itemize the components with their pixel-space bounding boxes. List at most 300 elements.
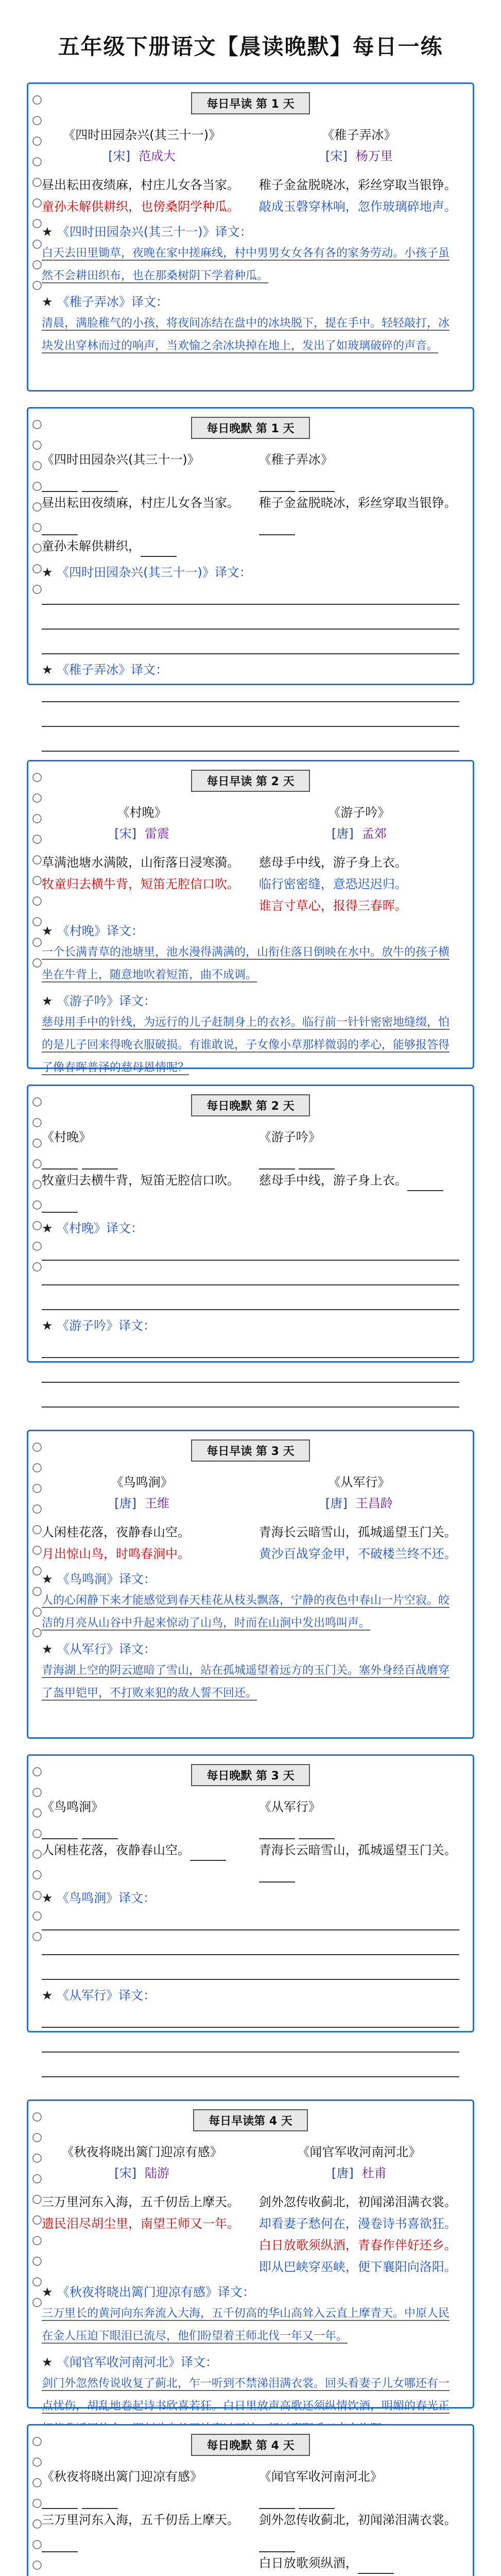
poem-dynasty: [唐] [332, 2166, 354, 2180]
translation-label [42, 1315, 459, 1333]
poem-title: 《鸟鸣涧》 [111, 1475, 173, 1489]
poem-dynasty: [唐] [114, 1496, 136, 1511]
binder-hole-icon [32, 1443, 42, 1452]
binder-hole-icon [32, 544, 42, 553]
blank-line-text: 童孙未解供耕织， [42, 539, 141, 553]
binder-hole-icon [32, 2437, 42, 2446]
author-blank[interactable] [299, 1153, 335, 1170]
dynasty-blank[interactable] [42, 476, 78, 492]
blank-poem-line [259, 2552, 459, 2574]
poem-line: 人闲桂花落，夜静春山空。 [42, 1525, 190, 1539]
morning-badge: 每日早读 第 1 天 [191, 92, 309, 114]
binder-holes [32, 2426, 42, 2576]
poem-author-name: 杜甫 [361, 2166, 387, 2180]
blank-poem-line [259, 1839, 459, 1883]
binder-holes [32, 1756, 42, 1953]
answer-write-line[interactable] [42, 605, 459, 630]
poem-dynasty: [唐] [325, 1496, 348, 1511]
translation-star-icon: ★ [42, 2285, 57, 2299]
translation-label-text: 《村晚》译文： [57, 924, 144, 938]
translation-label [42, 991, 459, 1011]
card-header [42, 761, 459, 792]
blank-author-row [42, 2487, 242, 2509]
poem-author [42, 146, 242, 164]
blank-poem-title: 《闻官军收河南河北》 [258, 2469, 383, 2484]
poem-line: 谁言寸草心，报得三春晖。 [258, 899, 407, 913]
blank-poem-row [42, 2466, 459, 2576]
card-header [42, 2426, 459, 2456]
translation-star-icon: ★ [42, 225, 57, 239]
binder-hole-icon [32, 440, 42, 450]
poem-heading [259, 2142, 459, 2181]
blank-poem-title: 《游子吟》 [258, 1130, 321, 1144]
binder-hole-icon [32, 116, 42, 125]
translation-text: 清晨，满脸稚气的小孩，将夜间冻结在盘中的冰块脱下，提在手中。轻轻敲打，冰块发出穿林而过的响声，当欢愉之余冰块掉在地上，发出了如玻璃破碎的声音。 [42, 317, 450, 352]
binder-hole-icon [32, 1932, 42, 1941]
poem-author-name: 杨万里 [355, 149, 393, 163]
poem-lines [259, 174, 459, 217]
answer-write-line[interactable] [42, 1383, 459, 1408]
evening-card [27, 1084, 474, 1363]
poem-heading [259, 1472, 459, 1511]
translation-text: 三万里长的黄河向东奔流入大海，五千仞高的华山高耸入云直上摩青天。中原人民在金人压迫下眼泪已流尽，他们盼望着王师北伐一年又一年。 [42, 2307, 450, 2343]
dynasty-blank[interactable] [259, 2493, 295, 2509]
poem-line: 稚子金盆脱晓冰，彩丝穿取当银铮。 [258, 178, 457, 192]
poem-heading [259, 125, 459, 164]
binder-hole-icon [32, 1808, 42, 1818]
translation-label-text: 《稚子弄冰》译文： [57, 663, 168, 677]
poem-line: 即从巴峡穿巫峡，便下襄阳向洛阳。 [258, 2260, 457, 2274]
translation-label [42, 659, 459, 677]
binder-hole-icon [32, 585, 42, 594]
poem-author-name: 王维 [145, 1496, 169, 1511]
card-header [42, 409, 459, 439]
poem-heading-row [42, 1472, 459, 1511]
binder-hole-icon [32, 1463, 42, 1472]
binder-hole-icon [32, 1546, 42, 1555]
blank-poem-line [42, 492, 242, 535]
morning-card [27, 760, 474, 1074]
binder-hole-icon [32, 2257, 42, 2266]
poem-line: 昼出耘田夜绩麻，村庄儿女各当家。 [42, 178, 239, 192]
binder-hole-icon [32, 198, 42, 208]
binder-holes [32, 1086, 42, 1283]
translation-label [42, 1218, 459, 1236]
poem-line: 草满池塘水满陂，山衔落日浸寒漪。 [42, 855, 239, 870]
translation-label-text: 《秋夜将晓出篱门迎凉有感》译文： [57, 2285, 255, 2299]
morning-card [27, 2099, 474, 2413]
translation-label [42, 1639, 459, 1659]
poem-title: 《从军行》 [328, 1475, 390, 1489]
translation-label [42, 562, 459, 580]
day-section [27, 1430, 474, 2032]
poem-author [259, 146, 459, 164]
translation-label-text: 《游子吟》译文： [57, 1318, 156, 1333]
morning-card [27, 1430, 474, 1739]
poem-author-name: 范成大 [139, 149, 176, 163]
poem-body-row [42, 174, 459, 217]
poem-author [259, 823, 459, 841]
binder-hole-icon [32, 157, 42, 166]
blank-poem [42, 1127, 242, 1213]
poem-author-name: 陆游 [145, 2166, 169, 2180]
binder-hole-icon [32, 2236, 42, 2245]
translation-star-icon: ★ [42, 1988, 57, 2003]
blank-line-text: 青海长云暗雪山，孤城遥望玉门关。 [258, 1843, 457, 1857]
poem-line: 月出惊山鸟，时鸣春涧中。 [42, 1547, 190, 1561]
author-blank[interactable] [82, 476, 118, 492]
blank-poem-row [42, 449, 459, 557]
poem-body-row [42, 852, 459, 917]
answer-write-line[interactable] [42, 2053, 459, 2077]
binder-hole-icon [32, 564, 42, 573]
binder-hole-icon [32, 461, 42, 470]
answer-write-line[interactable] [42, 1358, 459, 1383]
poem-author-name: 雷震 [145, 826, 169, 841]
dynasty-blank[interactable] [42, 1153, 78, 1170]
evening-badge: 每日晚默 第 4 天 [191, 2434, 309, 2456]
author-blank[interactable] [82, 1823, 118, 1839]
card-header [42, 2101, 459, 2131]
page-title: 五年级下册语文【晨读晚默】每日一练 [58, 34, 443, 59]
binder-hole-icon [32, 1200, 42, 1210]
binder-holes [32, 409, 42, 605]
blank-poem-line [259, 2509, 459, 2552]
blank-poem-line [42, 535, 242, 557]
poem-line: 临行密密缝，意恐迟迟归。 [258, 877, 407, 891]
blank-poem-title: 《从军行》 [258, 1800, 321, 1814]
poem-author-name: 王昌龄 [355, 1496, 393, 1511]
translation-star-icon: ★ [42, 1891, 57, 1905]
poem-author [42, 2163, 242, 2181]
poem-dynasty: [宋] [114, 826, 136, 841]
dynasty-blank[interactable] [42, 1823, 78, 1839]
poem-heading-row [42, 2142, 459, 2181]
binder-hole-icon [32, 1525, 42, 1534]
binder-hole-icon [32, 1829, 42, 1838]
answer-write-line[interactable] [42, 702, 459, 727]
morning-badge: 每日早读 第 3 天 [191, 1439, 309, 1462]
translation-star-icon: ★ [42, 2355, 57, 2369]
blank-poem-row [42, 1127, 459, 1213]
poem-lines [259, 1521, 459, 1565]
answer-write-line[interactable] [42, 1236, 459, 1261]
binder-hole-icon [32, 876, 42, 885]
binder-hole-icon [32, 482, 42, 491]
poem-line: 牧童归去横牛背，短笛无腔信口吹。 [42, 877, 239, 891]
fill-blank[interactable] [407, 1175, 443, 1191]
answer-write-line[interactable] [42, 1930, 459, 1955]
poem-line: 敲成玉磬穿林响，忽作玻璃碎地声。 [258, 199, 457, 214]
translation-label [42, 1985, 459, 2003]
binder-hole-icon [32, 938, 42, 947]
answer-write-line[interactable] [42, 677, 459, 702]
binder-holes [32, 2101, 42, 2318]
answer-write-line[interactable] [42, 727, 459, 752]
binder-hole-icon [32, 1767, 42, 1776]
blank-line-text: 三万里河东入海，五千仞岳上摩天。 [42, 2513, 239, 2527]
author-blank[interactable] [299, 2493, 335, 2509]
fill-blank[interactable] [259, 1866, 295, 1883]
dynasty-blank[interactable] [259, 1823, 295, 1839]
author-blank[interactable] [82, 2493, 118, 2509]
binder-hole-icon [32, 502, 42, 512]
translation-label-text: 《从军行》译文： [57, 1642, 156, 1656]
blank-poem [42, 1797, 242, 1883]
poem-line: 白日放歌须纵酒，青春作伴好还乡。 [258, 2238, 457, 2252]
translation-label [42, 292, 459, 312]
author-blank[interactable] [299, 476, 335, 492]
poem-heading [42, 125, 242, 164]
blank-poem-row [42, 1797, 459, 1883]
poem-dynasty: [宋] [114, 2166, 136, 2180]
evening-badge: 每日晚默 第 2 天 [191, 1094, 309, 1116]
blank-author-row [259, 1818, 459, 1839]
answer-write-line[interactable] [42, 1285, 459, 1310]
binder-hole-icon [32, 137, 42, 146]
binder-hole-icon [32, 793, 42, 803]
binder-hole-icon [32, 95, 42, 105]
blank-poem-title: 《四时田园杂兴(其三十一)》 [42, 452, 200, 467]
translation-star-icon: ★ [42, 1572, 57, 1586]
blank-line-text: 剑外忽传收蓟北，初闻涕泪满衣裳。 [258, 2513, 457, 2527]
blank-author-row [42, 1818, 242, 1839]
poem-line: 却看妻子愁何在，漫卷诗书喜欲狂。 [258, 2216, 457, 2231]
day-section [27, 760, 474, 1363]
binder-hole-icon [32, 2540, 42, 2549]
poem-line: 遗民泪尽胡尘里，南望王师又一年。 [42, 2216, 239, 2231]
translation-label-text: 《鸟鸣涧》译文： [57, 1891, 156, 1905]
day-section [27, 82, 474, 685]
binder-hole-icon [32, 2215, 42, 2225]
translation-text: 一个长满青草的池塘里，池水漫得满满的，山衔住落日倒映在水中。放牛的孩子横坐在牛背上，随意地吹着短笛，曲不成调。 [42, 946, 450, 981]
poem-author [42, 1493, 242, 1511]
binder-holes [32, 84, 42, 301]
poem-lines [259, 2191, 459, 2278]
poem-heading [259, 802, 459, 841]
poem-author-name: 孟郊 [361, 826, 387, 841]
binder-hole-icon [32, 2519, 42, 2529]
evening-card [27, 2424, 474, 2576]
poem-line: 慈母手中线，游子身上衣。 [258, 855, 407, 870]
translation-label [42, 222, 459, 242]
binder-hole-icon [32, 281, 42, 290]
translation-text: 青海湖上空的阴云遮暗了雪山，站在孤城遥望着远方的玉门关。塞外身经百战磨穿了盔甲铠甲，不打败来犯的敌人誓不回还。 [42, 1664, 450, 1700]
binder-hole-icon [32, 1891, 42, 1900]
binder-hole-icon [32, 1221, 42, 1230]
binder-hole-icon [32, 2112, 42, 2122]
answer-write-line[interactable] [42, 580, 459, 605]
binder-holes [32, 761, 42, 979]
poem-body-row [42, 1521, 459, 1565]
poem-author [259, 1493, 459, 1511]
binder-hole-icon [32, 260, 42, 269]
fill-blank[interactable] [358, 2557, 394, 2574]
translation-text: 人的心闲静下来才能感觉到春天桂花从枝头飘落，宁静的夜色中春山一片空寂。皎洁的月亮从山谷中升起来惊动了山鸟，时而在山涧中发出鸣叫声。 [42, 1594, 450, 1630]
binder-hole-icon [32, 1139, 42, 1148]
binder-hole-icon [32, 1788, 42, 1797]
blank-author-row [259, 1148, 459, 1170]
binder-hole-icon [32, 958, 42, 968]
binder-hole-icon [32, 1118, 42, 1127]
poem-line: 剑外忽传收蓟北，初闻涕泪满衣裳。 [258, 2195, 457, 2209]
binder-hole-icon [32, 1850, 42, 1859]
blank-poem-title: 《秋夜将晓出篱门迎凉有感》 [42, 2469, 202, 2484]
binder-hole-icon [32, 178, 42, 187]
poem-line: 黄沙百战穿金甲，不破楼兰终不还。 [258, 1547, 457, 1561]
poem-line: 三万里河东入海，五千仞岳上摩天。 [42, 2195, 239, 2209]
card-header [42, 1431, 459, 1462]
translation-star-icon: ★ [42, 1642, 57, 1656]
card-header [42, 84, 459, 114]
fill-blank[interactable] [42, 1196, 78, 1213]
dynasty-blank[interactable] [42, 2493, 78, 2509]
blank-line-text: 慈母手中线，游子身上衣。 [258, 1173, 407, 1188]
binder-hole-icon [32, 1484, 42, 1493]
fill-blank[interactable] [259, 519, 295, 535]
answer-write-line[interactable] [42, 1906, 459, 1930]
poem-title: 《闻官军收河南河北》 [297, 2145, 421, 2159]
blank-poem [42, 449, 242, 557]
translation-label-text: 《从军行》译文： [57, 1988, 156, 2003]
binder-hole-icon [32, 1566, 42, 1575]
translation-star-icon: ★ [42, 663, 57, 677]
blank-poem-line [259, 2574, 459, 2576]
blank-poem-title: 《鸟鸣涧》 [42, 1800, 103, 1814]
poem-heading-row [42, 125, 459, 164]
poem-lines [42, 1521, 242, 1565]
binder-hole-icon [32, 814, 42, 823]
evening-badge: 每日晚默 第 1 天 [191, 417, 309, 439]
poem-dynasty: [唐] [332, 826, 354, 841]
translation-label [42, 2352, 459, 2372]
morning-card [27, 82, 474, 392]
blank-poem [42, 2466, 242, 2576]
translation-star-icon: ★ [42, 1221, 57, 1235]
blank-author-row [42, 1148, 242, 1170]
translation-star-icon: ★ [42, 924, 57, 938]
binder-hole-icon [32, 240, 42, 249]
poem-line: 青海长云暗雪山，孤城遥望玉门关。 [258, 1525, 457, 1539]
poem-line: 童孙未解供耕织，也傍桑阴学种瓜。 [42, 199, 239, 214]
blank-line-text: 牧童归去横牛背，短笛无腔信口吹。 [42, 1173, 239, 1188]
translation-label-text: 《四时田园杂兴(其三十一)》译文： [57, 565, 252, 580]
answer-write-line[interactable] [42, 1955, 459, 1980]
blank-poem-line [259, 1170, 459, 1191]
poem-heading [42, 2142, 242, 2181]
answer-write-line[interactable] [42, 1261, 459, 1285]
translation-label-text: 《游子吟》译文： [57, 994, 156, 1008]
translation-label [42, 1888, 459, 1906]
binder-hole-icon [32, 2478, 42, 2487]
fill-blank[interactable] [42, 519, 78, 535]
binder-hole-icon [32, 1911, 42, 1921]
translation-text: 剑门外忽然传说收复了蓟北，乍一听到不禁涕泪满衣裳。回头看妻子儿女哪还有一点忧伤，胡乱地卷起诗书欣喜若狂。白日里放声高歌还须纵情饮酒，明媚的春光正 [42, 2377, 450, 2413]
blank-line-text: 人闲桂花落，夜静春山空。 [42, 1843, 190, 1857]
binder-hole-icon [32, 219, 42, 228]
dynasty-blank[interactable] [259, 476, 295, 492]
author-blank[interactable] [82, 1153, 118, 1170]
poem-heading [42, 802, 242, 841]
evening-card [27, 407, 474, 685]
binder-hole-icon [32, 1262, 42, 1272]
fill-blank[interactable] [141, 540, 177, 557]
binder-hole-icon [32, 2154, 42, 2163]
poem-heading-row [42, 802, 459, 841]
binder-holes [32, 1431, 42, 1649]
blank-poem [259, 449, 459, 557]
binder-hole-icon [32, 1097, 42, 1107]
binder-hole-icon [32, 2174, 42, 2183]
poem-title: 《秋夜将晓出篱门迎凉有感》 [61, 2145, 222, 2159]
binder-hole-icon [32, 773, 42, 782]
blank-line-text: 白日放歌须纵酒， [258, 2556, 358, 2570]
translation-label-text: 《鸟鸣涧》译文： [57, 1572, 156, 1586]
binder-hole-icon [32, 1242, 42, 1251]
card-header [42, 1086, 459, 1116]
answer-write-line[interactable] [42, 2028, 459, 2053]
binder-hole-icon [32, 2458, 42, 2467]
dynasty-blank[interactable] [259, 1153, 295, 1170]
binder-hole-icon [32, 1504, 42, 1514]
morning-badge: 每日早读第 4 天 [193, 2109, 308, 2131]
author-blank[interactable] [299, 1823, 335, 1839]
binder-hole-icon [32, 835, 42, 844]
fill-blank[interactable] [190, 1844, 226, 1861]
poem-title: 《游子吟》 [328, 805, 390, 820]
translation-label [42, 2282, 459, 2302]
translation-label-text: 《四时田园杂兴(其三十一)》译文： [57, 225, 252, 239]
binder-hole-icon [32, 896, 42, 906]
poem-body-row [42, 2191, 459, 2278]
day-section [27, 2099, 474, 2576]
translation-label [42, 1569, 459, 1589]
blank-poem-title: 《稚子弄冰》 [258, 452, 333, 467]
binder-hole-icon [32, 2133, 42, 2142]
translation-star-icon: ★ [42, 1318, 57, 1333]
binder-hole-icon [32, 1159, 42, 1168]
answer-write-line[interactable] [42, 630, 459, 654]
binder-hole-icon [32, 1180, 42, 1189]
fill-blank[interactable] [42, 2536, 78, 2552]
blank-author-row [259, 470, 459, 492]
morning-badge: 每日早读 第 2 天 [191, 770, 309, 792]
binder-hole-icon [32, 1628, 42, 1637]
poem-author [259, 2163, 459, 2181]
answer-write-line[interactable] [42, 2003, 459, 2028]
blank-author-row [42, 470, 242, 492]
card-header [42, 1756, 459, 1786]
translation-text: 慈母用手中的针线，为远行的儿子赶制身上的衣衫。临行前一针针密密地缝缀，怕的是儿子回来得晚衣服破损。有谁敢说，子女像小草那样微弱的孝心，能够报答得了像春晖普泽的慈母恩情呢？ [42, 1016, 450, 1074]
binder-hole-icon [32, 420, 42, 429]
blank-poem [259, 1797, 459, 1883]
poem-lines [42, 852, 242, 917]
blank-poem-line [42, 1839, 242, 1861]
poem-dynasty: [宋] [108, 149, 130, 163]
translation-label-text: 《村晚》译文： [57, 1221, 144, 1235]
translation-label-text: 《稚子弄冰》译文： [57, 295, 168, 309]
poem-title: 《村晚》 [117, 805, 167, 820]
poem-lines [42, 174, 242, 217]
fill-blank[interactable] [259, 2536, 295, 2552]
translation-star-icon: ★ [42, 295, 57, 309]
binder-hole-icon [32, 2499, 42, 2508]
blank-line-text: 昼出耘田夜绩麻，村庄儿女各当家。 [42, 496, 239, 510]
blank-poem-line [42, 1170, 242, 1213]
poem-title: 《稚子弄冰》 [322, 128, 396, 142]
answer-write-line[interactable] [42, 1333, 459, 1358]
blank-line-text: 稚子金盆脱晓冰，彩丝穿取当银铮。 [258, 496, 457, 510]
